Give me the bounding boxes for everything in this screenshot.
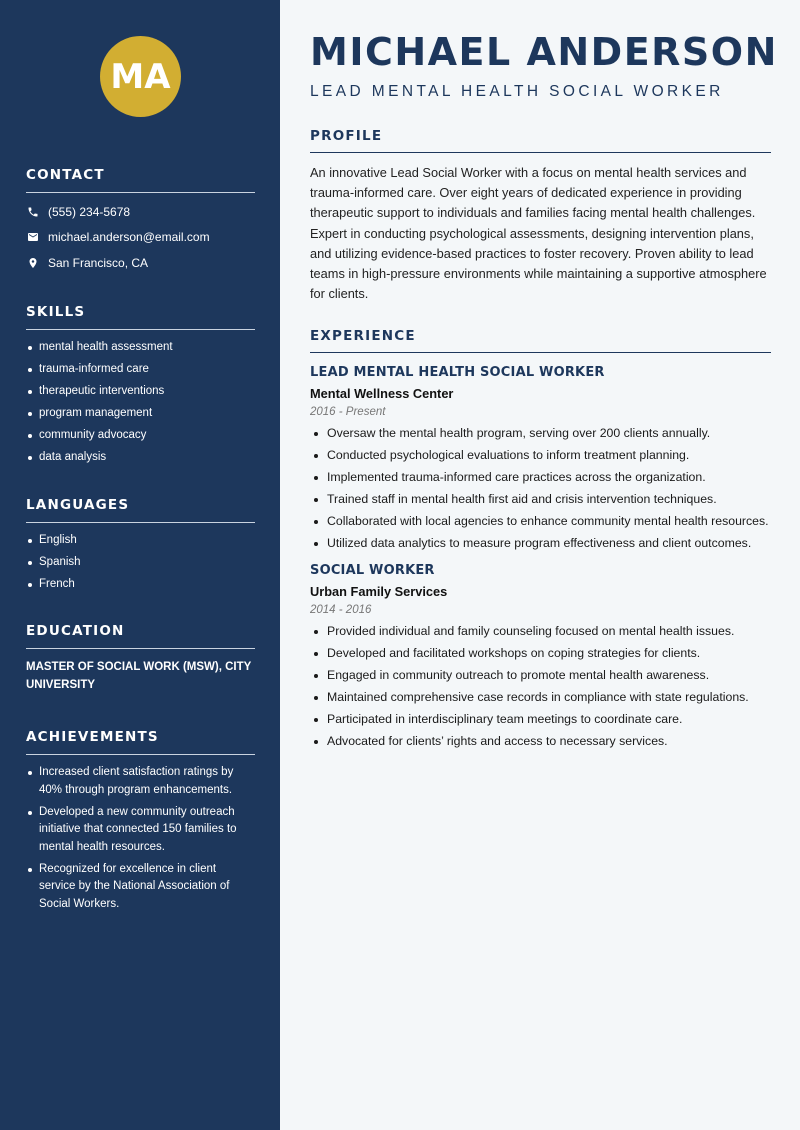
contact-section: [26, 167, 255, 272]
avatar: MA: [100, 36, 181, 117]
job-bullet: Implemented trauma-informed care practices across the organization.: [310, 469, 771, 487]
achievement-item: Increased client satisfaction ratings by 40% through program enhancements.: [26, 764, 255, 799]
job-dates: 2014 - 2016: [310, 603, 372, 616]
profile-heading: PROFILE: [310, 128, 771, 153]
job-bullet: Participated in interdisciplinary team meetings to coordinate care.: [310, 711, 771, 729]
experience-heading: EXPERIENCE: [310, 328, 771, 353]
experience-section: [310, 328, 771, 755]
achievements-list: [26, 764, 255, 913]
languages-section: [26, 497, 255, 598]
job-bullets: [310, 425, 771, 553]
job-bullet: Trained staff in mental health first aid and crisis intervention techniques.: [310, 491, 771, 509]
job-entry: [310, 365, 771, 553]
phone-text: (555) 234-5678: [48, 204, 131, 219]
phone-icon: [26, 205, 39, 218]
contact-email: [26, 228, 255, 246]
skill-item: therapeutic interventions: [26, 383, 255, 401]
job-dates: 2016 - Present: [310, 406, 386, 418]
email-text: michael.anderson@email.com: [48, 230, 210, 244]
profile-section: [310, 128, 771, 304]
skill-item: trauma-informed care: [26, 361, 255, 379]
language-item: English: [26, 532, 255, 550]
person-name: MICHAEL ANDERSON: [310, 30, 778, 74]
language-item: Spanish: [26, 554, 255, 572]
achievement-item: Developed a new community outreach initiative that connected 150 families to mental health resources.: [26, 804, 255, 857]
achievements-section: [26, 729, 255, 918]
job-bullets: [310, 623, 771, 751]
education-degree: MASTER OF SOCIAL WORK (MSW), CITY UNIVERSITY: [26, 661, 252, 691]
contact-heading: CONTACT: [26, 167, 255, 193]
education-section: [26, 623, 255, 694]
person-title: LEAD MENTAL HEALTH SOCIAL WORKER: [310, 83, 724, 100]
job-company: Mental Wellness Center: [310, 386, 454, 401]
contact-location: [26, 254, 255, 272]
job-role: SOCIAL WORKER: [310, 562, 435, 578]
location-text: San Francisco, CA: [48, 255, 149, 270]
skill-item: data analysis: [26, 449, 255, 467]
job-bullet: Advocated for clients’ rights and access to necessary services.: [310, 733, 771, 751]
skills-heading: SKILLS: [26, 304, 255, 330]
skills-list: [26, 339, 255, 467]
skill-item: program management: [26, 405, 255, 423]
education-heading: EDUCATION: [26, 623, 255, 649]
job-bullet: Oversaw the mental health program, serving over 200 clients annually.: [310, 425, 771, 443]
languages-list: [26, 532, 255, 594]
skills-section: [26, 304, 255, 471]
sidebar: [0, 0, 280, 1130]
job-bullet: Developed and facilitated workshops on coping strategies for clients.: [310, 645, 771, 663]
job-entry: [310, 563, 771, 751]
location-pin-icon: [26, 256, 39, 269]
profile-text: An innovative Lead Social Worker with a focus on mental health services and trauma-informed care. Over eight years of dedicated experience in providing therapeutic support to individuals and families facing mental health challenges. Expert in conducting psychological assessments, designing intervention plans, and utilizing evidence-based practices to foster recovery. Proven ability to lead teams in high-pressure environments while maintaining a supportive atmosphere for clients.: [310, 165, 767, 302]
job-bullet: Collaborated with local agencies to enhance community mental health resources.: [310, 513, 771, 531]
job-role: LEAD MENTAL HEALTH SOCIAL WORKER: [310, 365, 605, 380]
email-icon: [26, 231, 39, 244]
skill-item: community advocacy: [26, 427, 255, 445]
achievement-item: Recognized for excellence in client service by the National Association of Social Workers.: [26, 861, 255, 914]
job-bullet: Maintained comprehensive case records in compliance with state regulations.: [310, 689, 771, 707]
achievements-heading: ACHIEVEMENTS: [26, 729, 255, 755]
languages-heading: LANGUAGES: [26, 497, 255, 523]
skill-item: mental health assessment: [26, 339, 255, 357]
job-bullet: Utilized data analytics to measure program effectiveness and client outcomes.: [310, 535, 771, 553]
job-bullet: Conducted psychological evaluations to inform treatment planning.: [310, 447, 771, 465]
contact-phone: [26, 203, 255, 221]
job-company: Urban Family Services: [310, 583, 448, 599]
language-item: French: [26, 576, 255, 594]
job-bullet: Engaged in community outreach to promote mental health awareness.: [310, 667, 771, 685]
job-bullet: Provided individual and family counseling focused on mental health issues.: [310, 623, 771, 641]
